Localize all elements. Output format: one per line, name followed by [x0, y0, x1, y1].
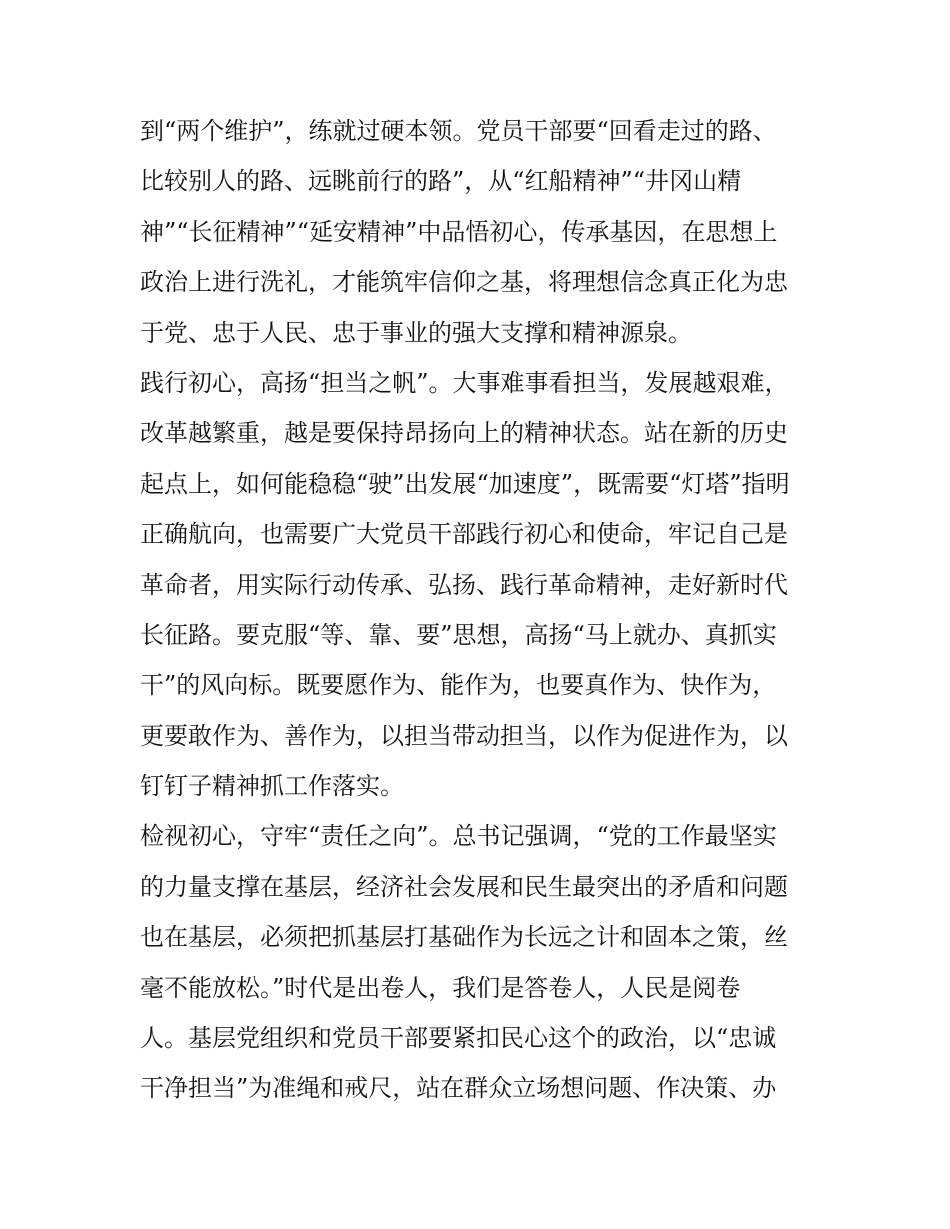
text-line-16: 的力量支撑在基层，经济社会发展和民生最突出的矛盾和问题 — [140, 872, 788, 901]
text-line-9: 正确航向，也需要广大党员干部践行初心和使命，牢记自己是 — [140, 520, 788, 549]
text-line-13: 更要敢作为、善作为，以担当带动担当，以作为促进作为，以 — [140, 721, 788, 750]
text-line-7: 改革越繁重，越是要保持昂扬向上的精神状态。站在新的历史 — [140, 419, 788, 448]
text-line-19: 人。基层党组织和党员干部要紧扣民心这个的政治，以“忠诚 — [140, 1024, 777, 1053]
text-line-17: 也在基层，必须把抓基层打基础作为长远之计和固本之策，丝 — [140, 923, 788, 952]
text-line-2: 比较别人的路、远眺前行的路”，从“红船精神”“井冈山精 — [140, 167, 742, 196]
text-line-8: 起点上，如何能稳稳“驶”出发展“加速度”，既需要“灯塔”指明 — [140, 469, 790, 498]
text-line-1: 到“两个维护”，练就过硬本领。党员干部要“回看走过的路、 — [140, 117, 777, 145]
text-line-14: 钉钉子精神抓工作落实。 — [140, 772, 404, 801]
text-line-18: 毫不能放松。”时代是出卷人，我们是答卷人，人民是阅卷 — [140, 973, 741, 1002]
text-line-6: 践行初心，高扬“担当之帆”。大事难事看担当，发展越艰难， — [140, 368, 789, 397]
text-line-10: 革命者，用实际行动传承、弘扬、践行革命精神，走好新时代 — [140, 570, 788, 599]
text-line-3: 神”“长征精神”“延安精神”中品悟初心，传承基因，在思想上 — [140, 217, 778, 246]
document-body — [140, 106, 820, 1114]
text-line-5: 于党、忠于人民、忠于事业的强大支撑和精神源泉。 — [140, 318, 692, 347]
text-line-11: 长征路。要克服“等、靠、要”思想，高扬“马上就办、真抓实 — [140, 620, 777, 649]
text-line-15: 检视初心，守牢“责任之向”。总书记强调，“党的工作最坚实 — [140, 822, 777, 851]
text-line-12: 干”的风向标。既要愿作为、能作为，也要真作为、快作为， — [140, 671, 777, 700]
text-line-20: 干净担当”为准绳和戒尺，站在群众立场想问题、作决策、办 — [140, 1074, 777, 1103]
text-line-4: 政治上进行洗礼，才能筑牢信仰之基，将理想信念真正化为忠 — [140, 268, 788, 297]
